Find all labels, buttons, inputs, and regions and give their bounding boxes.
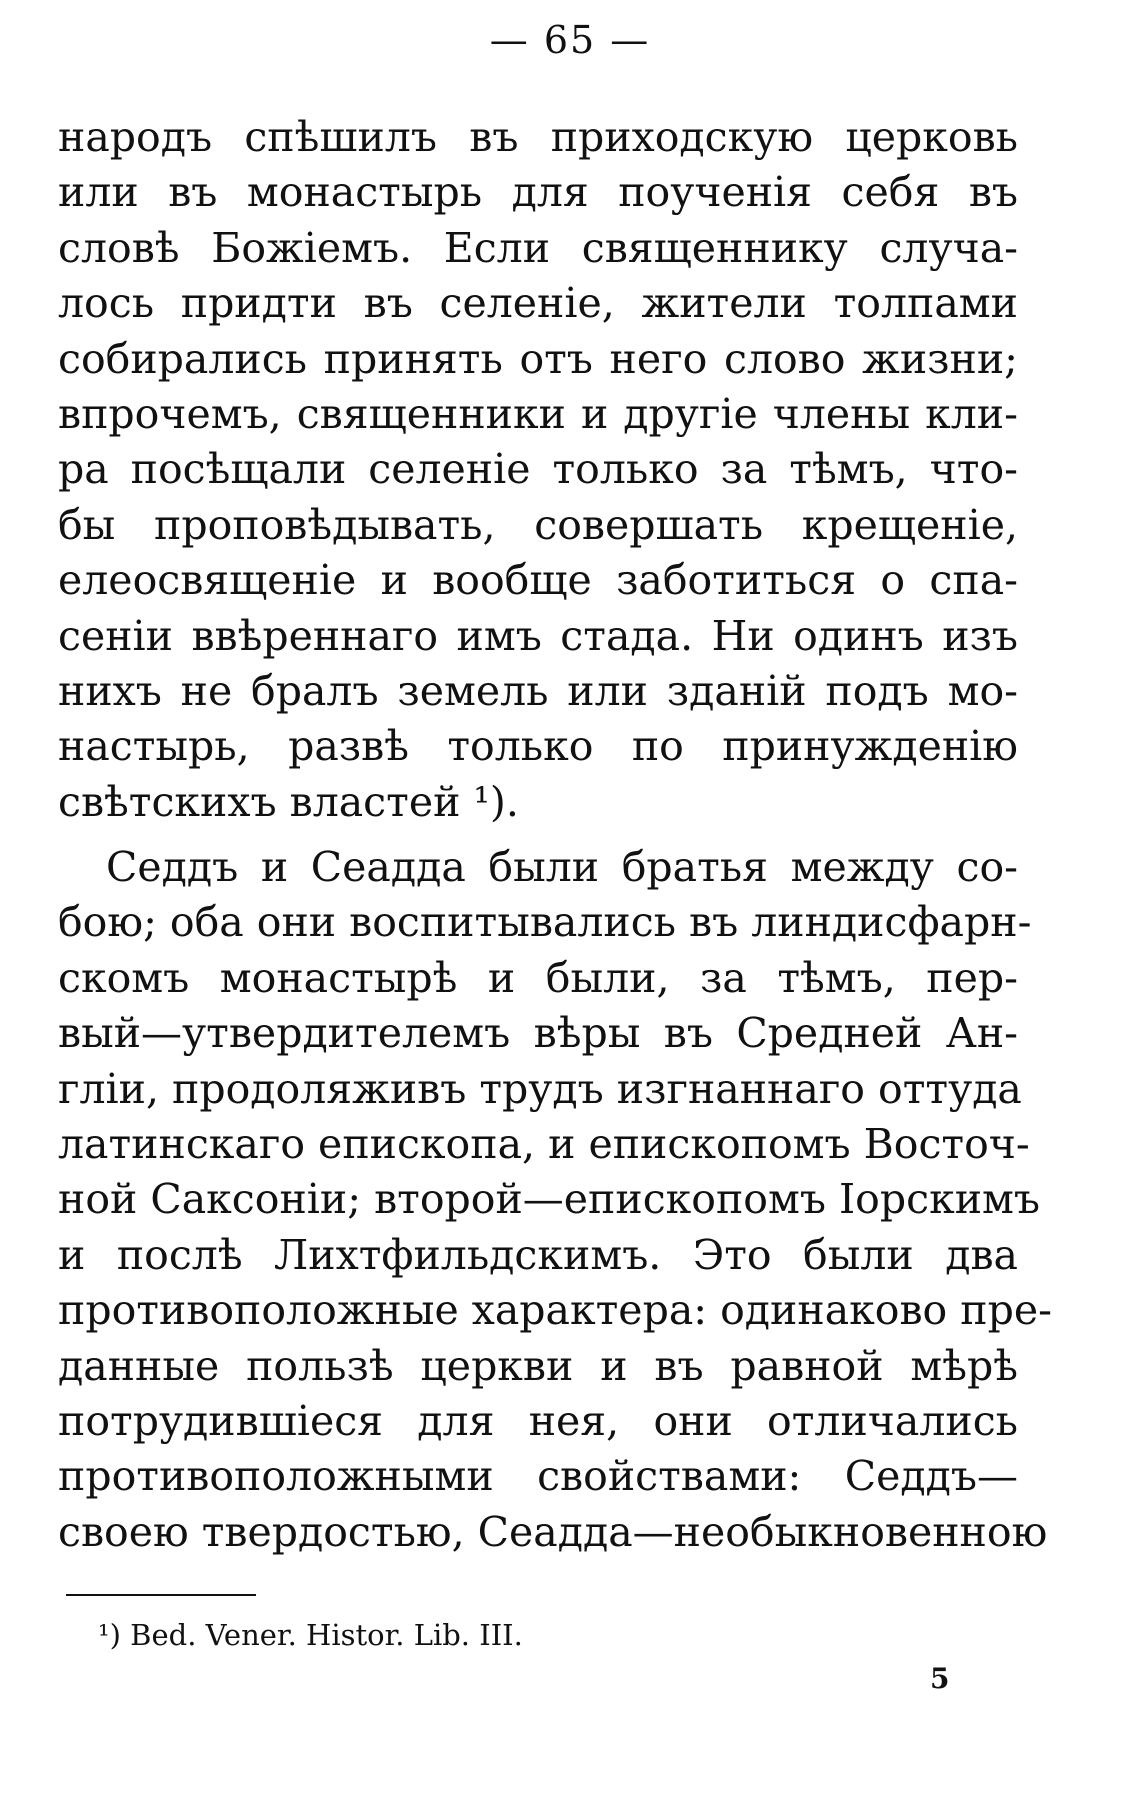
text-line: собирались принять отъ него слово жизни; xyxy=(58,334,1018,383)
text-line: данные пользѣ церкви и въ равной мѣрѣ xyxy=(58,1341,1018,1390)
text-line: словѣ Божіемъ. Если священнику случа- xyxy=(58,223,1018,272)
text-line: народъ спѣшилъ въ приходскую церковь xyxy=(58,113,1018,161)
text-line: нихъ не бралъ земель или зданій подъ мо- xyxy=(58,666,1018,715)
text-line: потрудившіеся для нея, они отличались xyxy=(58,1396,1018,1445)
text-line: скомъ монастырѣ и были, за тѣмъ, пер- xyxy=(58,953,1018,1002)
text-line: свѣтскихъ властей ¹). xyxy=(58,777,519,826)
text-line: елеосвященіе и вообще заботиться о спа- xyxy=(58,556,1018,605)
text-line: сеніи ввѣреннаго имъ стада. Ни одинъ изъ xyxy=(58,611,1018,660)
footnote: ¹) Bed. Vener. Histor. Lib. III. xyxy=(98,1618,523,1652)
text-line: лось придти въ селеніе, жители толпами xyxy=(58,279,1018,328)
text-line: бы проповѣдывать, совершать крещеніе, xyxy=(58,500,1018,549)
page-number: — 65 — xyxy=(489,18,651,62)
text-line: противоположными свойствами: Седдъ— xyxy=(58,1452,1018,1501)
footnote-divider xyxy=(66,1594,256,1596)
text-line: латинскаго епископа, и епископомъ Восточ- xyxy=(58,1120,1030,1169)
text-line: бою; оба они воспитывались въ линдисфарн- xyxy=(58,898,1032,947)
paragraph-gap xyxy=(58,830,1018,840)
text-line: Седдъ и Сеадда были братья между со- xyxy=(106,843,1018,892)
text-line: своею твердостью, Сеадда—необыкновенною xyxy=(58,1507,1048,1556)
text-line: настырь, развѣ только по принужденію xyxy=(58,722,1018,771)
text-line: ра посѣщали селеніе только за тѣмъ, что- xyxy=(58,445,1018,494)
text-line: гліи, продоляживъ трудъ изгнаннаго оттуда xyxy=(58,1064,1022,1113)
paragraph xyxy=(58,840,1052,1560)
text-line: ной Саксоніи; второй—епископомъ Іорскимъ xyxy=(58,1175,1040,1224)
text-line: вый—утвердителемъ вѣры въ Средней Ан- xyxy=(58,1009,1018,1058)
text-line: противоположные характера: одинаково пре- xyxy=(58,1286,1052,1335)
text-line: или въ монастырь для поученія себя въ xyxy=(58,168,1018,217)
signature-mark: 5 xyxy=(930,1662,950,1695)
paragraph xyxy=(58,110,1018,830)
body-text xyxy=(58,110,1052,1560)
text-line: и послѣ Лихтфильдскимъ. Это были два xyxy=(58,1230,1018,1279)
text-line: впрочемъ, священники и другіе члены кли- xyxy=(58,389,1018,438)
